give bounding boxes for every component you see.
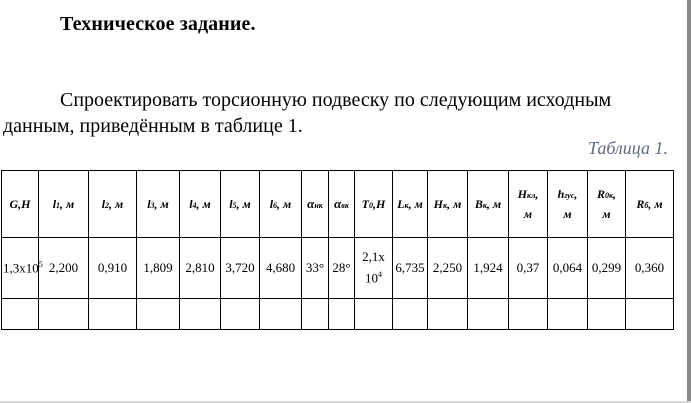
header-cell: Rб, м xyxy=(626,171,674,238)
empty-cell xyxy=(260,299,302,330)
header-cell: hгус, м xyxy=(548,171,588,238)
value-cell: 6,735 xyxy=(393,238,428,299)
header-cell: T0,Н xyxy=(355,171,393,238)
value-cell: 33° xyxy=(302,238,329,299)
value-cell: $1,3x10^5$ xyxy=(2,238,39,299)
value-cell: 0,360 xyxy=(626,238,674,299)
value-cell: 2,1x $10^4$ xyxy=(355,238,393,299)
value-cell: 3,720 xyxy=(221,238,260,299)
paragraph-line-2: данным, приведённым в таблице 1. xyxy=(3,115,303,137)
empty-cell xyxy=(180,299,221,330)
empty-cell xyxy=(39,299,89,330)
header-cell: l4, м xyxy=(180,171,221,238)
header-cell: l3, м xyxy=(137,171,180,238)
empty-cell xyxy=(393,299,428,330)
empty-cell xyxy=(302,299,329,330)
paragraph-line-1: Спроектировать торсионную подвеску по следующим исходным xyxy=(60,89,612,111)
value-cell: 0,299 xyxy=(588,238,626,299)
header-cell: l6, м xyxy=(260,171,302,238)
header-cell: αвк xyxy=(329,171,355,238)
empty-cell xyxy=(548,299,588,330)
empty-cell xyxy=(137,299,180,330)
header-cell: G,Н xyxy=(2,171,39,238)
value-cell: 2,200 xyxy=(39,238,89,299)
table-caption: Таблица 1. xyxy=(587,138,668,158)
value-cell: 2,810 xyxy=(180,238,221,299)
header-cell: l5, м xyxy=(221,171,260,238)
header-cell: αнк xyxy=(302,171,329,238)
document-title: Техническое задание. xyxy=(60,13,256,35)
header-cell: Hк, м xyxy=(428,171,468,238)
empty-cell xyxy=(355,299,393,330)
header-cell: Hкл, м xyxy=(509,171,548,238)
empty-cell xyxy=(588,299,626,330)
table-header-row xyxy=(2,171,674,238)
task-paragraph xyxy=(0,87,672,139)
table-empty-row xyxy=(2,299,674,330)
source-data-table xyxy=(1,170,674,330)
empty-cell xyxy=(329,299,355,330)
value-cell: 0,064 xyxy=(548,238,588,299)
header-cell: l2, м xyxy=(89,171,137,238)
empty-cell xyxy=(89,299,137,330)
value-cell: 4,680 xyxy=(260,238,302,299)
header-cell: Bк, м xyxy=(468,171,509,238)
empty-cell xyxy=(2,299,39,330)
empty-cell xyxy=(468,299,509,330)
header-cell: l1, м xyxy=(39,171,89,238)
value-cell: 0,910 xyxy=(89,238,137,299)
value-cell: 2,250 xyxy=(428,238,468,299)
value-cell: 1,924 xyxy=(468,238,509,299)
table-value-row xyxy=(2,238,674,299)
value-cell: 0,37 xyxy=(509,238,548,299)
empty-cell xyxy=(626,299,674,330)
empty-cell xyxy=(428,299,468,330)
value-cell: 28° xyxy=(329,238,355,299)
value-cell: 1,809 xyxy=(137,238,180,299)
empty-cell xyxy=(509,299,548,330)
page-right-edge xyxy=(687,0,691,403)
empty-cell xyxy=(221,299,260,330)
header-cell: Lк, м xyxy=(393,171,428,238)
header-cell: R0к, м xyxy=(588,171,626,238)
